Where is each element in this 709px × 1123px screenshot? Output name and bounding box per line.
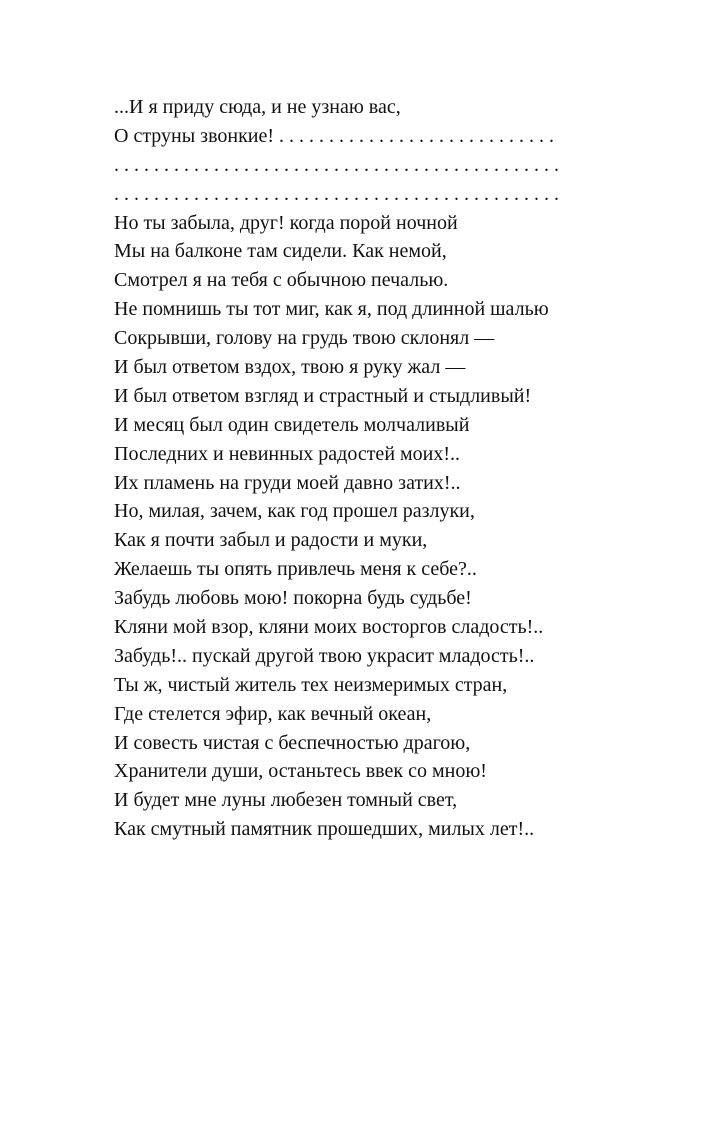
poem-line: Сокрывши, голову на грудь твою склонял — bbox=[114, 327, 495, 350]
poem-line: Хранители души, останьтесь ввек со мною! bbox=[114, 760, 487, 783]
poem-line: Последних и невинных радостей моих!.. bbox=[114, 442, 461, 465]
poem-dotted-line: . . . . . . . . . . . . . . . . . . . . . . . . . . . . . . . . . . . . . . . . . . . . . bbox=[114, 182, 559, 205]
poem-line: Не помнишь ты тот миг, как я, под длинной шалью bbox=[114, 298, 549, 321]
poem-line: Их пламень на груди моей давно затих!.. bbox=[114, 471, 461, 494]
poem-line: Но, милая, зачем, как год прошел разлуки, bbox=[114, 500, 475, 523]
poem-line: Желаешь ты опять привлечь меня к себе?.. bbox=[114, 558, 477, 581]
poem-line: ...И я приду сюда, и не узнаю вас, bbox=[114, 96, 401, 118]
poem-line: Но ты забыла, друг! когда порой ночной bbox=[114, 211, 458, 234]
poem-text bbox=[114, 93, 674, 844]
poem-line: Мы на балконе там сидели. Как немой, bbox=[114, 240, 447, 263]
poem-line: Кляни мой взор, кляни моих восторгов сладость!.. bbox=[114, 616, 544, 639]
poem-line: Ты ж, чистый житель тех неизмеримых стран, bbox=[114, 673, 508, 696]
poem-line: Забудь!.. пускай другой твою украсит младость!.. bbox=[114, 644, 535, 667]
poem-line: О струны звонкие! . . . . . . . . . . . . . . . . . . . . . . . . . . . . bbox=[114, 124, 555, 147]
poem-dotted-line: . . . . . . . . . . . . . . . . . . . . . . . . . . . . . . . . . . . . . . . . . . . . . bbox=[114, 153, 559, 176]
poem-line: Смотрел я на тебя с обычною печалью. bbox=[114, 269, 449, 292]
poem-line: И месяц был один свидетель молчаливый bbox=[114, 413, 470, 436]
poem-line: Как смутный памятник прошедших, милых лет!.. bbox=[114, 818, 535, 841]
poem-line: И совесть чистая с беспечностью драгою, bbox=[114, 731, 471, 754]
poem-line: Где стелется эфир, как вечный океан, bbox=[114, 702, 432, 725]
poem-line: И был ответом взгляд и страстный и стыдливый! bbox=[114, 384, 532, 407]
poem-line: И будет мне луны любезен томный свет, bbox=[114, 789, 458, 812]
poem-line: Как я почти забыл и радости и муки, bbox=[114, 529, 428, 552]
poem-line: И был ответом вздох, твою я руку жал — bbox=[114, 356, 466, 379]
poem-line: Забудь любовь мою! покорна будь судьбе! bbox=[114, 587, 472, 610]
